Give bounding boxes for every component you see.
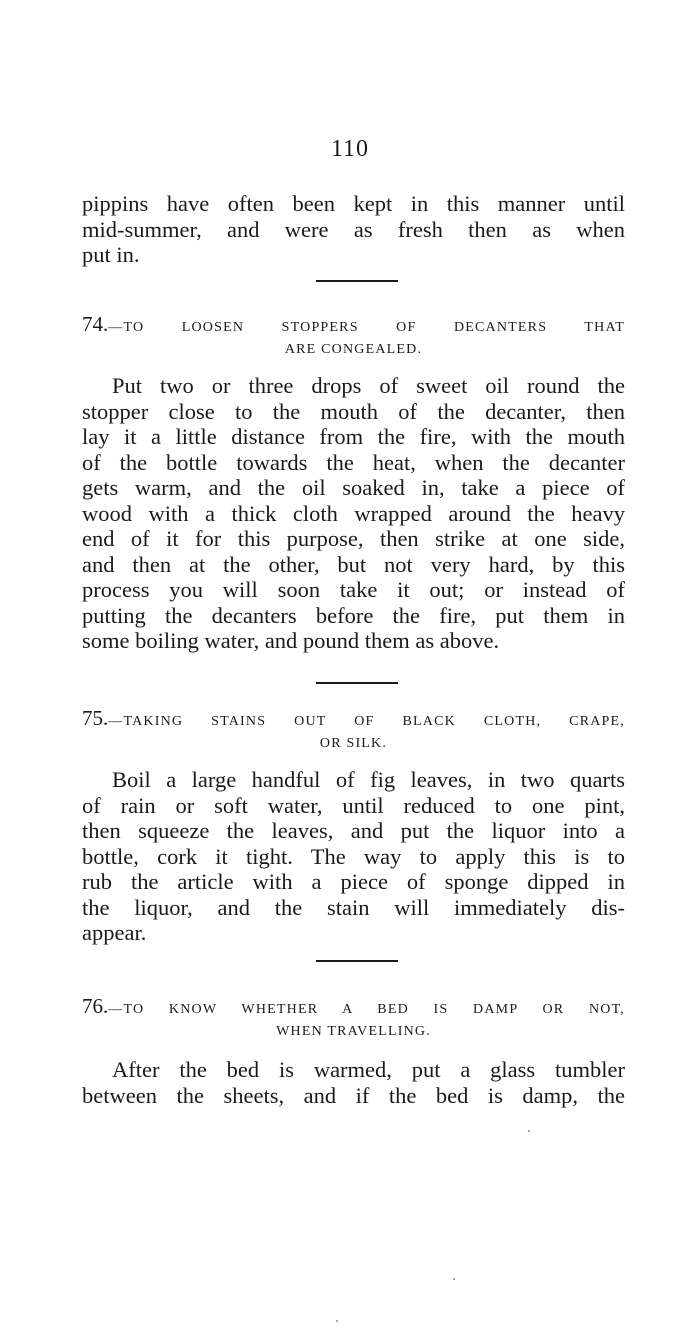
- text-line: gets warm, and the oil soaked in, take a piece of: [82, 475, 625, 500]
- text-line: wood with a thick cloth wrapped around the heavy: [82, 500, 625, 526]
- section-paragraph-74: [82, 373, 625, 654]
- section-paragraph-76: [82, 1057, 625, 1108]
- text-line: put in.: [82, 242, 140, 267]
- text-line: pippins have often been kept in this manner until: [82, 191, 625, 216]
- section-number: 75.: [82, 706, 109, 730]
- text-line: stopper close to the mouth of the decanter, then: [82, 398, 625, 424]
- text-line: mid-summer, and were as fresh then as when: [82, 216, 625, 242]
- heading-title-line: TAKING STAINS OUT OF BLACK CLOTH, CRAPE,: [123, 714, 625, 729]
- section-number: 74.: [82, 312, 109, 336]
- text-line: process you will soon take it out; or instead of: [82, 577, 625, 602]
- text-line: Boil a large handful of fig leaves, in two quarts: [112, 767, 625, 792]
- section-divider: [316, 960, 398, 962]
- paper-speck: [528, 1130, 530, 1132]
- heading-title-line: OR SILK.: [319, 736, 388, 751]
- text-line: rub the article with a piece of sponge dipped in: [82, 869, 625, 894]
- section-divider: [316, 280, 398, 282]
- text-line: of the bottle towards the heat, when the decanter: [82, 449, 625, 475]
- section-heading-74: [82, 313, 625, 361]
- heading-dash: —: [108, 714, 124, 729]
- section-paragraph-75: [82, 767, 625, 946]
- section-heading-76: [82, 995, 625, 1043]
- heading-title-line: TO LOOSEN STOPPERS OF DECANTERS THAT: [123, 320, 625, 335]
- text-line: After the bed is warmed, put a glass tumbler: [112, 1057, 625, 1082]
- section-divider: [316, 682, 398, 684]
- section-number: 76.: [82, 994, 109, 1018]
- page-number: 110: [330, 136, 370, 162]
- text-line: putting the decanters before the fire, put them in: [82, 602, 625, 628]
- text-line: bottle, cork it tight. The way to apply this is to: [82, 843, 625, 869]
- section-heading-75: [82, 707, 625, 755]
- heading-dash: —: [108, 320, 124, 335]
- text-line: lay it a little distance from the fire, with the mouth: [82, 424, 625, 449]
- heading-title-line: ARE CONGEALED.: [284, 342, 423, 357]
- text-line: some boiling water, and pound them as above.: [82, 628, 500, 653]
- paper-speck: [453, 1278, 455, 1280]
- paper-speck: [336, 1320, 338, 1322]
- heading-title-line: WHEN TRAVELLING.: [276, 1024, 431, 1039]
- text-line: and then at the other, but not very hard, by this: [82, 551, 625, 577]
- text-line: appear.: [82, 920, 147, 945]
- heading-dash: —: [108, 1002, 124, 1017]
- text-line: Put two or three drops of sweet oil round the: [112, 373, 625, 398]
- heading-title-line: TO KNOW WHETHER A BED IS DAMP OR NOT,: [123, 1002, 625, 1017]
- text-line: of rain or soft water, until reduced to one pint,: [82, 792, 625, 818]
- text-line: then squeeze the leaves, and put the liquor into a: [82, 818, 625, 843]
- text-line: between the sheets, and if the bed is damp, the: [82, 1082, 625, 1108]
- text-line: the liquor, and the stain will immediately dis-: [82, 894, 625, 920]
- text-line: end of it for this purpose, then strike at one side,: [82, 526, 625, 551]
- continuation-paragraph: [82, 191, 625, 268]
